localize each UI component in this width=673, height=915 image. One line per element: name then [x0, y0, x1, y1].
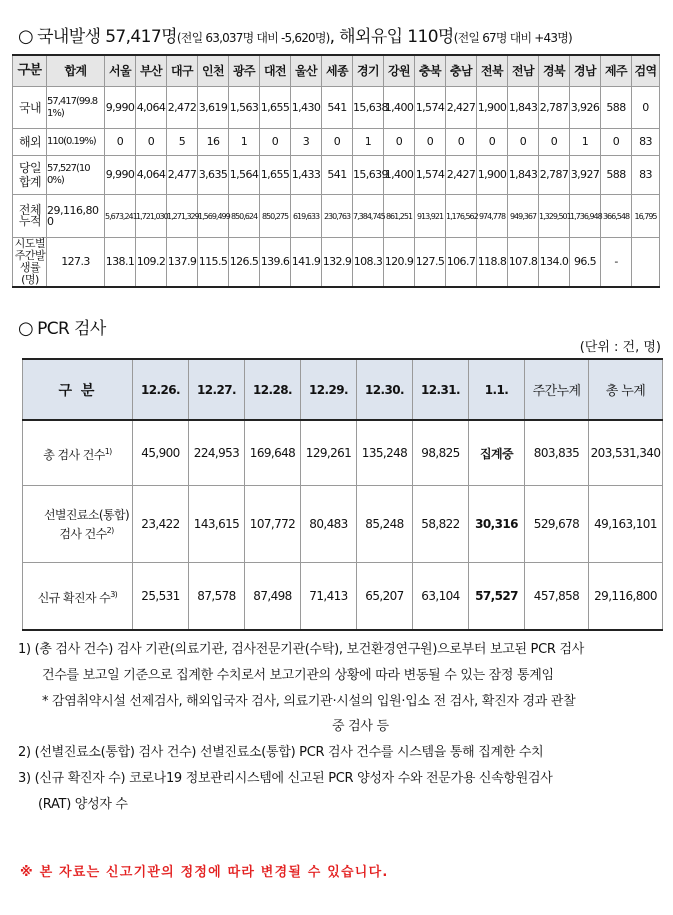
row-label: 국내 [13, 87, 47, 129]
table-cell: 1 [229, 129, 260, 156]
table-cell: 588 [601, 156, 632, 195]
header-cell: 주간누계 [525, 359, 589, 420]
table-cell: 0 [508, 129, 539, 156]
table-cell: 0 [601, 129, 632, 156]
unit-label: (단위 : 건, 명) [579, 340, 661, 355]
header-cell: 대구 [167, 55, 198, 87]
table-cell: 1,563 [229, 87, 260, 129]
table-cell: 107.8 [508, 238, 539, 288]
header-cell: 12.31. [413, 359, 469, 420]
table-cell: 15,638 [353, 87, 384, 129]
heading-pcr-title: PCR 검사 [37, 319, 106, 339]
row-label-text: 선별진료소(통합) 검사 건수 [43, 507, 130, 541]
header-cell: 인천 [198, 55, 229, 87]
table-cell: 23,422 [133, 486, 189, 563]
table-cell: 집계중 [469, 420, 525, 486]
table-cell: 803,835 [525, 420, 589, 486]
table-cell: 1 [353, 129, 384, 156]
row-total: 127.3 [47, 238, 105, 288]
table-row [13, 238, 660, 288]
table-cell: 5,673,241 [105, 195, 136, 238]
table-cell: 106.7 [446, 238, 477, 288]
footnote-marker: 1) [104, 446, 112, 456]
table-cell: 87,578 [189, 563, 245, 631]
footnote-2: 2) (선별진료소(통합) 검사 건수) 선별진료소(통합) PCR 검사 건수를 시스템을 통해 집계한 수치 [18, 745, 544, 760]
table-row [13, 129, 660, 156]
table-row [13, 87, 660, 129]
table-cell: 16 [198, 129, 229, 156]
footnote-1-sub-cont: 중 검사 등 [332, 719, 389, 734]
row-label: 전체 누적 [13, 195, 47, 238]
table-cell: 1,900 [477, 156, 508, 195]
table-cell: 4,064 [136, 87, 167, 129]
table-cell: 80,483 [301, 486, 357, 563]
table-cell-empty [632, 238, 660, 288]
table-cell: 0 [477, 129, 508, 156]
table-cell: 913,921 [415, 195, 446, 238]
row-label: 해외 [13, 129, 47, 156]
table-cell: 0 [105, 129, 136, 156]
table-cell: 0 [322, 129, 353, 156]
table-header-row [23, 359, 663, 420]
table-cell: 138.1 [105, 238, 136, 288]
table-cell: 588 [601, 87, 632, 129]
table-cell: 1,176,562 [446, 195, 477, 238]
table-cell: 974,778 [477, 195, 508, 238]
table-cell: 2,477 [167, 156, 198, 195]
header-cell: 1.1. [469, 359, 525, 420]
row-total: 57,527(100%) [47, 156, 105, 195]
table-cell: 0 [446, 129, 477, 156]
table-cell: 1,271,329 [167, 195, 198, 238]
header-cell: 경기 [353, 55, 384, 87]
table-cell: 0 [384, 129, 415, 156]
section-heading-pcr [18, 314, 106, 339]
header-cell: 세종 [322, 55, 353, 87]
table-row [23, 486, 663, 563]
table-cell: 134.0 [539, 238, 570, 288]
table-cell: 1,574 [415, 87, 446, 129]
table-row [13, 195, 660, 238]
table-cell: 3,926 [570, 87, 601, 129]
table-cell: 109.2 [136, 238, 167, 288]
table-cell: 4,064 [136, 156, 167, 195]
table-cell: 1,736,948 [570, 195, 601, 238]
table-cell: 25,531 [133, 563, 189, 631]
table-cell: 2,427 [446, 87, 477, 129]
table-cell: 366,548 [601, 195, 632, 238]
table-cell: 1 [570, 129, 601, 156]
table-row [23, 420, 663, 486]
header-cell: 구분 [13, 55, 47, 87]
table-cell: 115.5 [198, 238, 229, 288]
header-cell: 12.27. [189, 359, 245, 420]
table-cell: - [601, 238, 632, 288]
row-label [23, 420, 133, 486]
row-label [23, 563, 133, 631]
header-cell: 전북 [477, 55, 508, 87]
heading-overseas-delta: (전일 67명 대비 +43명) [453, 31, 572, 45]
table-cell: 1,843 [508, 156, 539, 195]
table-cell: 65,207 [357, 563, 413, 631]
table-cell: 203,531,340 [589, 420, 663, 486]
table-cell: 85,248 [357, 486, 413, 563]
table-cell: 619,633 [291, 195, 322, 238]
header-cell: 12.26. [133, 359, 189, 420]
table-cell: 1,843 [508, 87, 539, 129]
table-header-row [13, 55, 660, 87]
table-cell: 87,498 [245, 563, 301, 631]
row-label: 당일 합계 [13, 156, 47, 195]
table-cell: 1,721,030 [136, 195, 167, 238]
table-cell: 139.6 [260, 238, 291, 288]
heading-overseas-count: , 해외유입 110명 [329, 27, 454, 47]
table-cell: 457,858 [525, 563, 589, 631]
table-cell: 541 [322, 87, 353, 129]
table-cell: 0 [539, 129, 570, 156]
table-cell: 224,953 [189, 420, 245, 486]
header-cell: 부산 [136, 55, 167, 87]
heading-domestic-count: 국내발생 57,417명 [37, 27, 177, 47]
table-cell: 0 [415, 129, 446, 156]
table-cell: 58,822 [413, 486, 469, 563]
header-cell: 12.28. [245, 359, 301, 420]
table-cell: 529,678 [525, 486, 589, 563]
table-cell: 2,787 [539, 156, 570, 195]
header-cell: 울산 [291, 55, 322, 87]
table-cell: 1,900 [477, 87, 508, 129]
table-cell: 1,433 [291, 156, 322, 195]
table-cell: 1,564 [229, 156, 260, 195]
header-cell: 합계 [47, 55, 105, 87]
table-cell: 143,615 [189, 486, 245, 563]
row-total: 57,417(99.81%) [47, 87, 105, 129]
header-cell: 총 누계 [589, 359, 663, 420]
table-cell: 7,384,745 [353, 195, 384, 238]
table-cell: 1,430 [291, 87, 322, 129]
table-cell: 169,648 [245, 420, 301, 486]
footnote-3-cont: (RAT) 양성자 수 [38, 797, 128, 812]
table-cell: 230,763 [322, 195, 353, 238]
table-cell: 118.8 [477, 238, 508, 288]
header-cell: 대전 [260, 55, 291, 87]
header-cell: 경북 [539, 55, 570, 87]
table-cell: 1,329,501 [539, 195, 570, 238]
table-cell: 120.9 [384, 238, 415, 288]
table-cell: 98,825 [413, 420, 469, 486]
table-cell: 57,527 [469, 563, 525, 631]
footnote-marker: 2) [106, 525, 114, 535]
pcr-test-table [22, 358, 663, 631]
table-cell: 1,569,499 [198, 195, 229, 238]
table-cell: 30,316 [469, 486, 525, 563]
table-cell: 71,413 [301, 563, 357, 631]
table-cell: 45,900 [133, 420, 189, 486]
header-cell: 충북 [415, 55, 446, 87]
table-cell: 3,619 [198, 87, 229, 129]
circle-bullet-icon: ○ [18, 318, 34, 339]
header-cell: 12.29. [301, 359, 357, 420]
table-cell: 49,163,101 [589, 486, 663, 563]
table-cell: 83 [632, 129, 660, 156]
table-cell: 0 [136, 129, 167, 156]
table-cell: 2,472 [167, 87, 198, 129]
table-cell: 96.5 [570, 238, 601, 288]
table-row [13, 156, 660, 195]
table-cell: 83 [632, 156, 660, 195]
regional-cases-table [12, 54, 660, 288]
warning-notice: ※ 본 자료는 신고기관의 정정에 따라 변경될 수 있습니다. [20, 865, 389, 880]
circle-bullet-icon: ○ [18, 26, 34, 47]
table-cell: 135,248 [357, 420, 413, 486]
table-cell: 949,367 [508, 195, 539, 238]
footnote-1-sub: * 감염취약시설 선제검사, 해외입국자 검사, 의료기관·시설의 입원·입소 전 검사, 확진자 경과 관찰 [42, 694, 576, 709]
section-heading-domestic [18, 22, 572, 47]
table-cell: 126.5 [229, 238, 260, 288]
table-cell: 861,251 [384, 195, 415, 238]
header-cell: 제주 [601, 55, 632, 87]
table-cell: 29,116,800 [589, 563, 663, 631]
table-row [23, 563, 663, 631]
table-cell: 132.9 [322, 238, 353, 288]
row-total: 29,116,800 [47, 195, 105, 238]
table-cell: 9,990 [105, 87, 136, 129]
header-cell: 강원 [384, 55, 415, 87]
header-cell: 구 분 [23, 359, 133, 420]
table-cell: 0 [632, 87, 660, 129]
table-cell: 107,772 [245, 486, 301, 563]
row-label-text: 신규 확진자 수 [37, 590, 111, 605]
table-cell: 108.3 [353, 238, 384, 288]
table-cell: 3 [291, 129, 322, 156]
table-cell: 1,574 [415, 156, 446, 195]
table-cell: 9,990 [105, 156, 136, 195]
header-cell: 광주 [229, 55, 260, 87]
row-label: 시도별주간발생률(명) [13, 238, 47, 288]
table-cell: 16,795 [632, 195, 660, 238]
table-cell: 850,275 [260, 195, 291, 238]
header-cell: 12.30. [357, 359, 413, 420]
row-total: 110(0.19%) [47, 129, 105, 156]
heading-domestic-delta: (전일 63,037명 대비 -5,620명) [176, 31, 330, 45]
header-cell: 서울 [105, 55, 136, 87]
table-cell: 5 [167, 129, 198, 156]
table-cell: 3,927 [570, 156, 601, 195]
table-cell: 2,427 [446, 156, 477, 195]
footnote-1-cont: 건수를 보고일 기준으로 집계한 수치로서 보고기관의 상황에 따라 변동될 수 있는 잠정 통계임 [42, 668, 554, 683]
table-cell: 1,655 [260, 87, 291, 129]
table-cell: 137.9 [167, 238, 198, 288]
table-cell: 127.5 [415, 238, 446, 288]
table-cell: 541 [322, 156, 353, 195]
table-cell: 15,639 [353, 156, 384, 195]
table-cell: 63,104 [413, 563, 469, 631]
table-cell: 850,624 [229, 195, 260, 238]
table-cell: 2,787 [539, 87, 570, 129]
table-cell: 141.9 [291, 238, 322, 288]
header-cell: 경남 [570, 55, 601, 87]
row-label-text: 총 검사 건수 [43, 447, 105, 462]
header-cell: 전남 [508, 55, 539, 87]
row-label [23, 486, 133, 563]
table-cell: 1,655 [260, 156, 291, 195]
table-cell: 1,400 [384, 156, 415, 195]
footnote-marker: 3) [110, 589, 118, 599]
table-cell: 0 [260, 129, 291, 156]
table-cell: 1,400 [384, 87, 415, 129]
header-cell: 검역 [632, 55, 660, 87]
footnote-1: 1) (총 검사 건수) 검사 기관(의료기관, 검사전문기관(수탁), 보건환경연구원)으로부터 보고된 PCR 검사 [18, 642, 584, 657]
header-cell: 충남 [446, 55, 477, 87]
table-cell: 129,261 [301, 420, 357, 486]
footnote-3: 3) (신규 확진자 수) 코로나19 정보관리시스템에 신고된 PCR 양성자 수와 전문가용 신속항원검사 [18, 771, 553, 786]
table-cell: 3,635 [198, 156, 229, 195]
